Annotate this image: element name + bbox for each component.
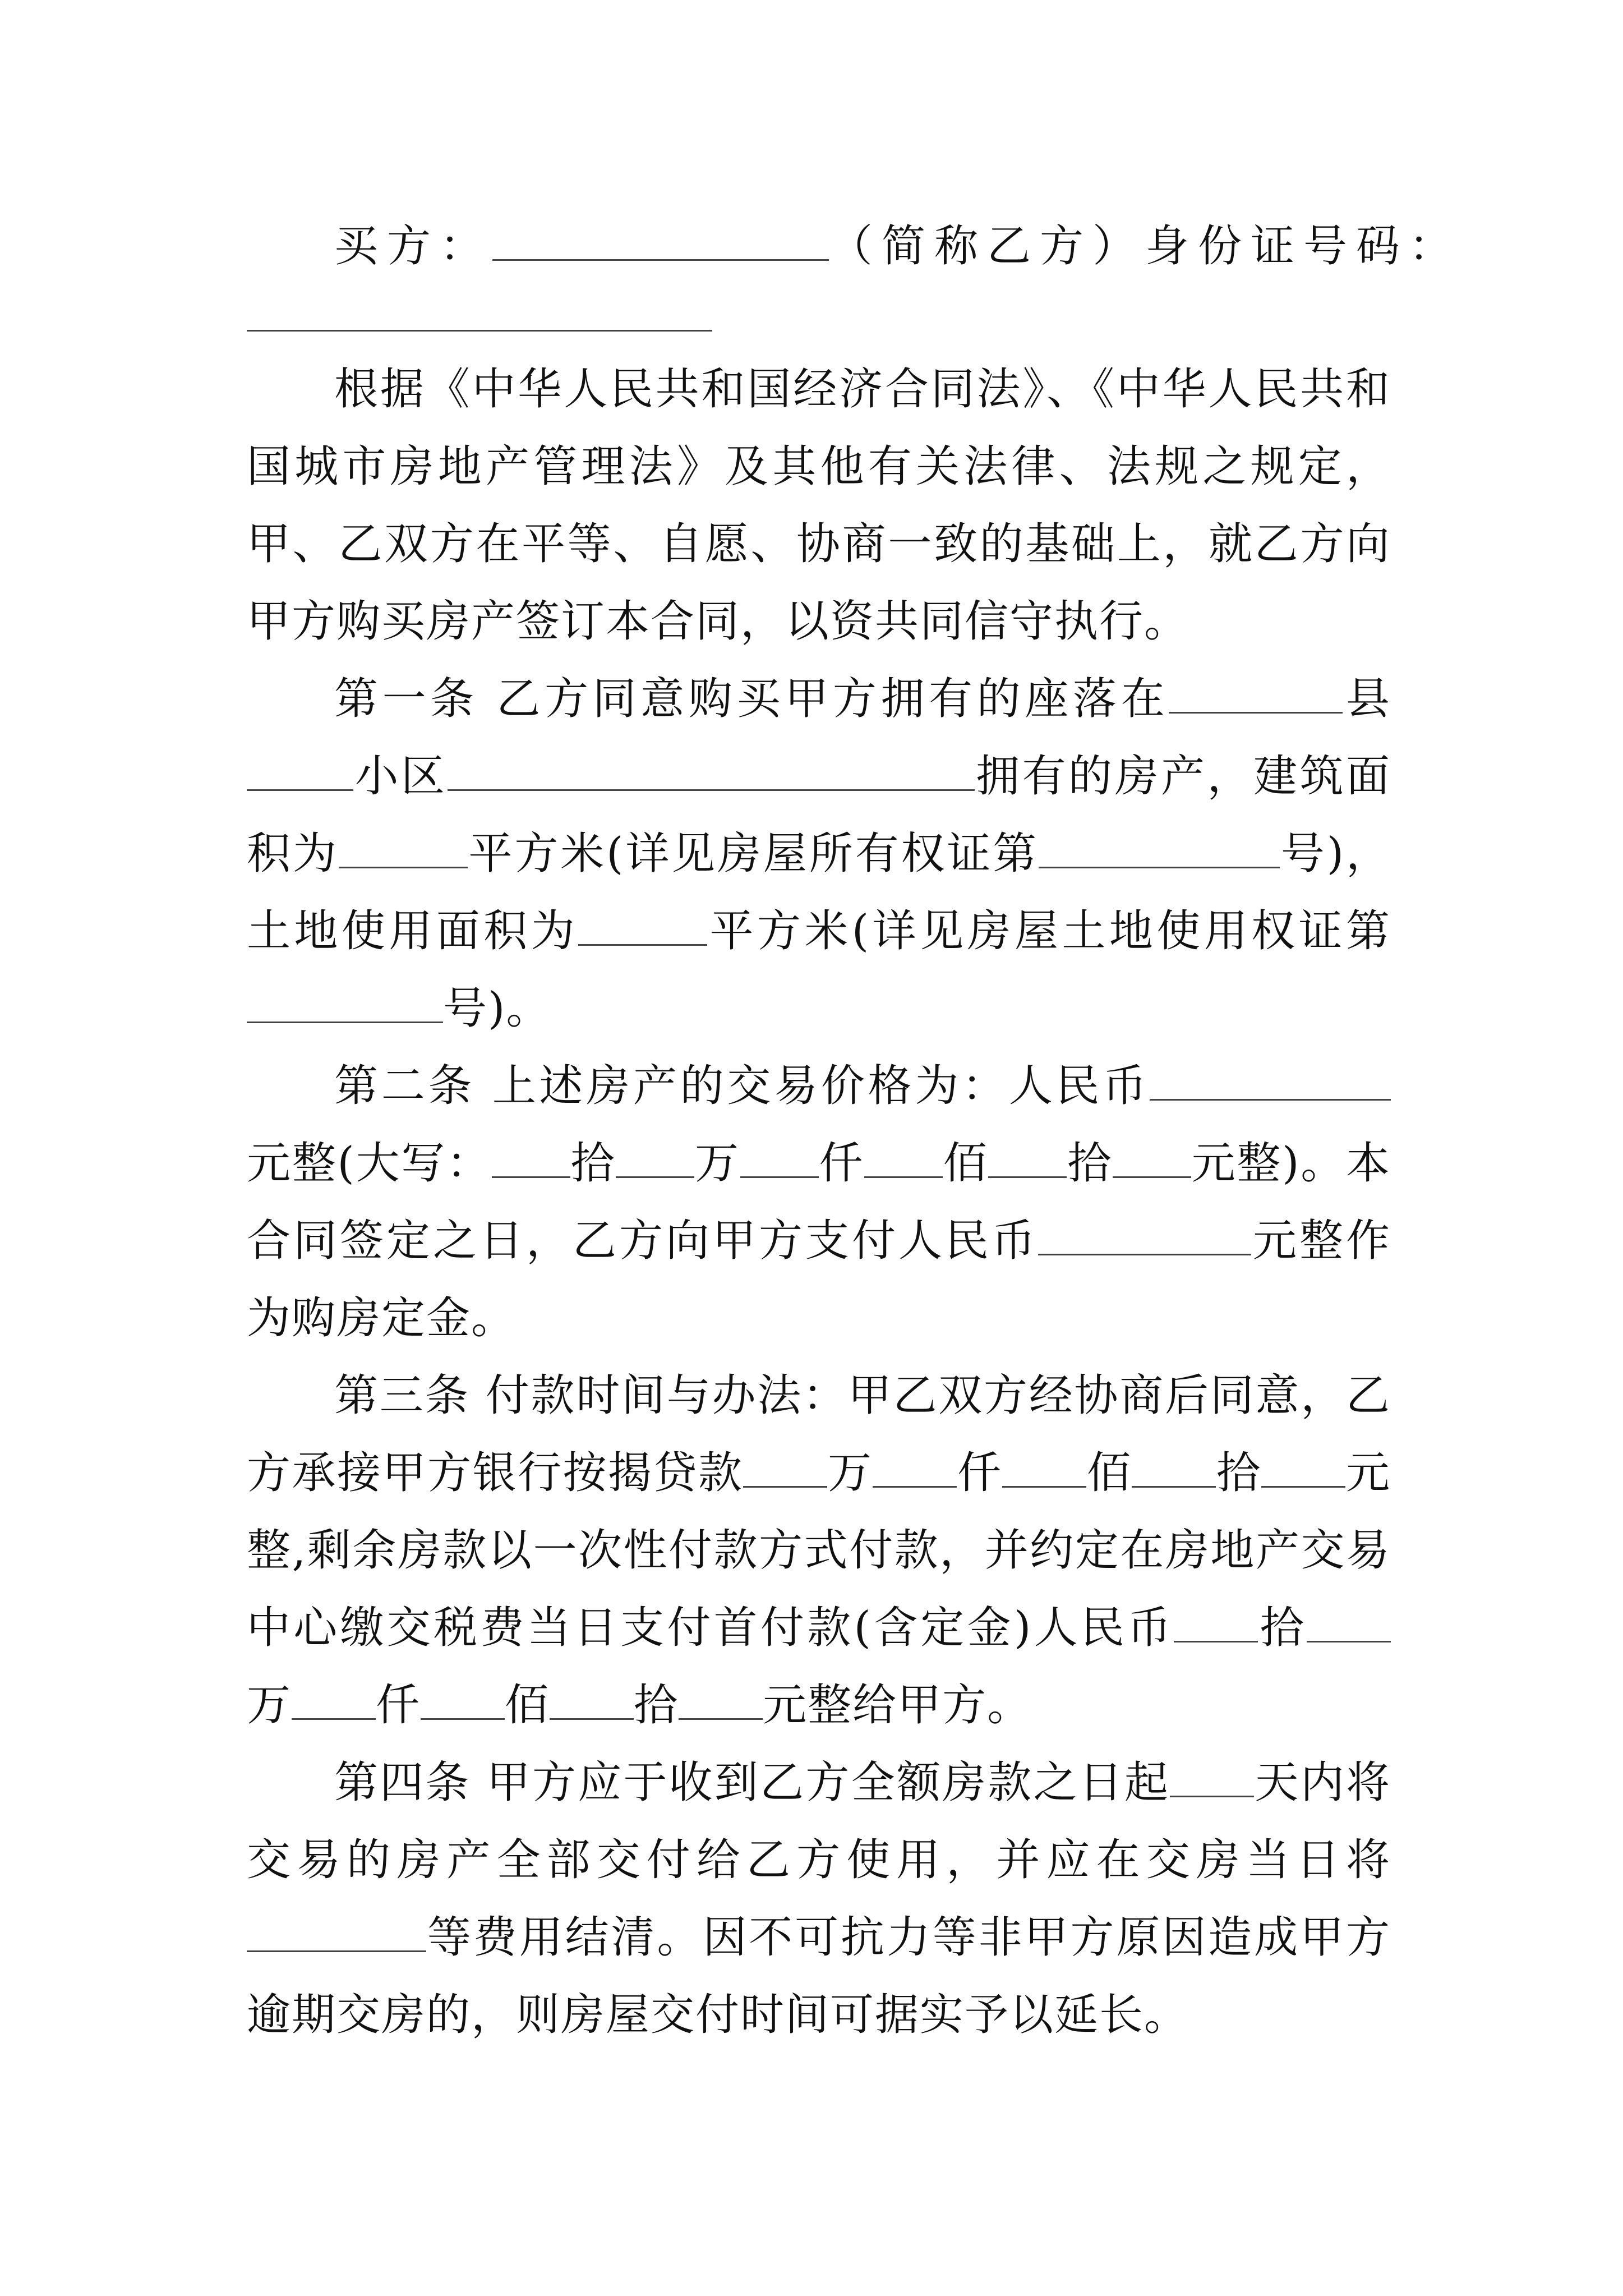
article-1-text-e: 平方米(详见房屋所有权证第 [467, 829, 1039, 879]
ownership-cert-blank [1039, 832, 1280, 868]
county-after-blank [247, 755, 353, 791]
fees-blank [247, 1916, 426, 1952]
deposit-blank [1038, 1220, 1251, 1255]
intro-paragraph: 根据《中华人民共和国经济合同法》、《中华人民共和国城市房地产管理法》及其他有关法律、法规之规定，甲、乙双方在平等、自愿、协商一致的基础上，就乙方向甲方购买房产签订本合同，以资共同信守执行。 [247, 364, 1391, 647]
down-unit-shi-2: 拾 [634, 1680, 679, 1731]
article-4-text-a: 第四条 甲方应于收到乙方全额房款之日起 [334, 1757, 1170, 1808]
buyer-name-blank [492, 225, 829, 261]
article-2-text-d: 元整作为购房定金。 [247, 1216, 1391, 1343]
article-1-text-c: 小区 [353, 751, 448, 802]
down-unit-qian: 仟 [376, 1680, 421, 1731]
article-1-text-g: 平方米(详见房屋土地使用权证第 [707, 906, 1391, 956]
article-4-text-b: 天内将交易的房产全部交付给乙方使用，并应在交房当日将 [247, 1757, 1391, 1885]
price-words-blank-4 [864, 1142, 943, 1178]
loan-unit-wan: 万 [827, 1448, 873, 1498]
article-3-text-a: 第三条 付款时间与办法：甲乙双方经协商后同意，乙方承接甲方银行按揭贷款 [247, 1370, 1391, 1498]
loan-blank-3 [1002, 1452, 1086, 1488]
contract-body [247, 208, 1462, 2054]
buyer-alias-label: （简称乙方）身份证号码： [829, 221, 1462, 272]
unit-wan: 万 [694, 1138, 740, 1189]
building-area-blank [339, 832, 468, 868]
article-3-text-b: 元整,剩余房款以一次性付款方式付款，并约定在房地产交易中心缴交税费当日支付首付款(含定金)人民币 [247, 1448, 1391, 1653]
unit-shi-2: 拾 [1067, 1138, 1113, 1189]
price-words-blank-6 [1113, 1142, 1191, 1178]
down-unit-shi-1: 拾 [1258, 1603, 1307, 1653]
buyer-line [247, 208, 1462, 285]
unit-bai: 佰 [943, 1138, 989, 1189]
loan-unit-shi: 拾 [1216, 1448, 1262, 1498]
loan-blank-2 [873, 1452, 957, 1488]
price-words-blank-3 [740, 1142, 819, 1178]
down-unit-bai: 佰 [505, 1680, 550, 1731]
price-words-blank-5 [988, 1142, 1067, 1178]
article-1-text-a: 第一条 乙方同意购买甲方拥有的座落在 [334, 674, 1169, 724]
delivery-days-blank [1170, 1761, 1254, 1797]
down-payment-blank-6 [679, 1684, 763, 1720]
buyer-label: 买方： [334, 221, 493, 272]
down-payment-blank-4 [421, 1684, 505, 1720]
article-1-text-h: 号)。 [443, 983, 551, 1034]
article-2-text-a: 第二条 上述房产的交易价格为：人民币 [334, 1061, 1150, 1111]
article-3 [247, 1357, 1391, 1744]
loan-blank-1 [743, 1452, 827, 1488]
article-2-text-b: 元整(大写： [247, 1138, 492, 1189]
article-4 [247, 1744, 1391, 2054]
land-cert-blank [247, 987, 443, 1023]
down-payment-blank-1 [1174, 1607, 1258, 1642]
community-blank [448, 755, 975, 791]
county-blank [1169, 678, 1343, 714]
article-2-text-c: 元整)。本合同签定之日，乙方向甲方支付人民币 [247, 1138, 1391, 1266]
article-3-text-c: 元整给甲方。 [763, 1680, 1032, 1731]
article-4-text-c: 等费用结清。因不可抗力等非甲方原因造成甲方逾期交房的，则房屋交付时间可据实予以延长。 [247, 1912, 1391, 2040]
land-area-blank [578, 910, 707, 946]
down-payment-blank-3 [292, 1684, 376, 1720]
article-1 [247, 660, 1391, 1047]
loan-unit-bai: 佰 [1086, 1448, 1132, 1498]
price-blank [1150, 1065, 1391, 1101]
article-1-text-b: 县 [1343, 674, 1391, 724]
article-1-text-d: 拥有的房产，建筑面积为 [247, 751, 1391, 879]
price-words-blank-1 [492, 1142, 570, 1178]
price-words-blank-2 [616, 1142, 694, 1178]
loan-unit-qian: 仟 [957, 1448, 1003, 1498]
loan-blank-4 [1132, 1452, 1216, 1488]
id-number-blank [247, 307, 712, 332]
down-unit-wan: 万 [247, 1680, 292, 1731]
loan-blank-5 [1261, 1452, 1345, 1488]
article-2 [247, 1047, 1391, 1357]
unit-qian: 仟 [818, 1138, 865, 1189]
down-payment-blank-5 [550, 1684, 634, 1720]
down-payment-blank-2 [1307, 1607, 1391, 1642]
article-1-text-f: 号)，土地使用面积为 [247, 829, 1391, 956]
unit-shi-1: 拾 [570, 1138, 616, 1189]
